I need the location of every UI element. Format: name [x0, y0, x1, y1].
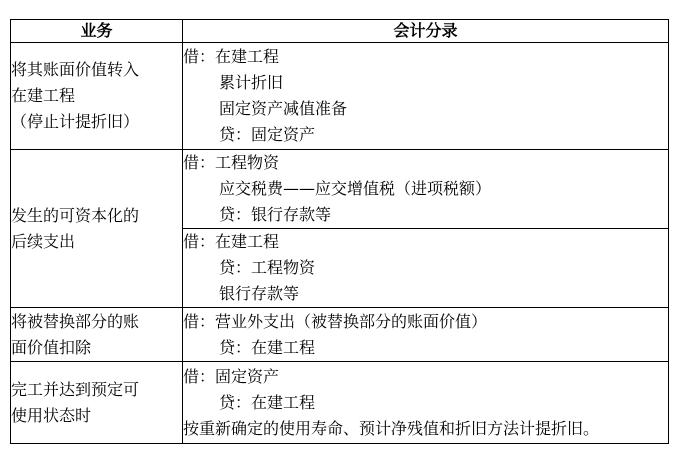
entry-line-debit: 借：固定资产 [183, 366, 280, 386]
business-line: 将被替换部分的账 [11, 311, 140, 331]
accounting-entries-table [10, 19, 669, 444]
business-line: （停止计提折旧） [11, 112, 140, 131]
entry-cell [183, 362, 669, 444]
business-line: 在建工程 [11, 86, 76, 105]
entry-line-debit: 借：工程物资 [183, 153, 280, 172]
entry-line-credit: 贷：固定资产 [219, 125, 316, 144]
entry-line-credit: 贷：工程物资 [219, 258, 316, 277]
business-cell [11, 308, 183, 362]
entry-line-debit: 借：在建工程 [183, 232, 280, 251]
header-entries: 会计分录 [183, 20, 669, 43]
table-row [11, 308, 669, 362]
table-row [11, 150, 669, 229]
entry-line: 固定资产减值准备 [219, 99, 348, 118]
business-line: 发生的可资本化的 [11, 205, 140, 225]
table-row [11, 43, 669, 150]
business-line: 后续支出 [11, 231, 76, 251]
entry-line: 应交税费——应交增值税（进项税额） [219, 179, 492, 198]
entry-line-credit: 贷：在建工程 [219, 392, 316, 412]
entry-line-credit: 贷：银行存款等 [219, 205, 332, 224]
business-line: 面价值扣除 [11, 337, 92, 357]
entry-line: 银行存款等 [219, 284, 300, 303]
entry-line-note: 按重新确定的使用寿命、预计净残值和折旧方法计提折旧。 [183, 418, 600, 438]
entry-cell [183, 43, 669, 150]
business-cell [11, 362, 183, 444]
entry-line-debit: 借：营业外支出（被替换部分的账面价值） [183, 311, 488, 331]
business-cell [11, 43, 183, 150]
entry-line-credit: 贷：在建工程 [219, 337, 316, 357]
entry-line: 累计折旧 [219, 73, 284, 92]
business-line: 使用状态时 [11, 405, 92, 425]
entry-cell [183, 150, 669, 229]
table-row [11, 362, 669, 444]
entry-cell [183, 229, 669, 308]
entry-cell [183, 308, 669, 362]
business-cell [11, 150, 183, 308]
business-line: 将其账面价值转入 [11, 60, 140, 79]
entry-line-debit: 借：在建工程 [183, 47, 280, 66]
table-header-row [11, 20, 669, 43]
business-line: 完工并达到预定可 [11, 379, 140, 399]
header-business: 业务 [11, 20, 183, 43]
